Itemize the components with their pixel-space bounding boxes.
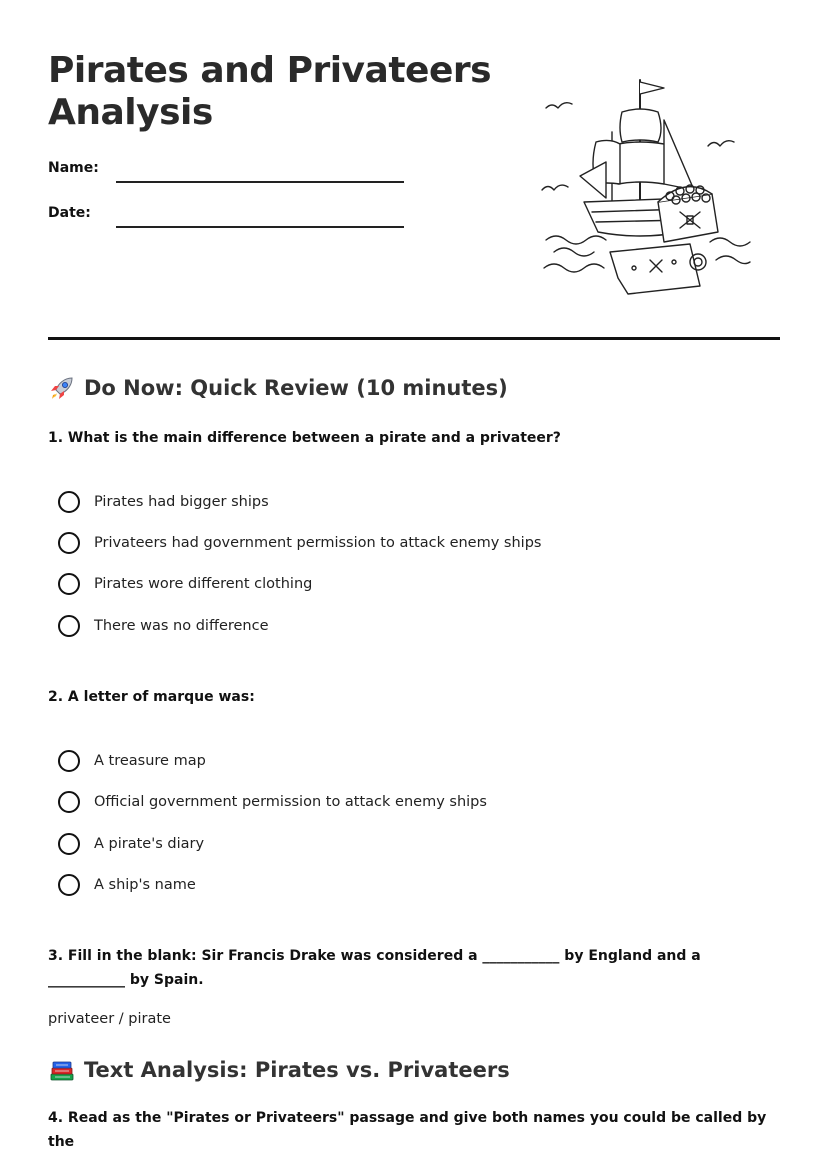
do-now-heading bbox=[48, 374, 508, 402]
do-now-heading-text: Do Now: Quick Review (10 minutes) bbox=[84, 376, 508, 400]
text-analysis-heading-text: Text Analysis: Pirates vs. Privateers bbox=[84, 1058, 510, 1082]
q1-option-4[interactable] bbox=[58, 615, 269, 637]
radio-button[interactable] bbox=[58, 791, 80, 813]
worksheet-page bbox=[48, 0, 780, 1150]
q2-option-2[interactable] bbox=[58, 791, 487, 813]
name-label: Name: bbox=[48, 160, 99, 176]
question-2: 2. A letter of marque was: bbox=[48, 689, 255, 705]
q1-option-3[interactable] bbox=[58, 573, 312, 595]
option-label: Pirates had bigger ships bbox=[94, 494, 269, 510]
radio-button[interactable] bbox=[58, 874, 80, 896]
radio-button[interactable] bbox=[58, 532, 80, 554]
option-label: There was no difference bbox=[94, 618, 269, 634]
question-1: 1. What is the main difference between a pirate and a privateer? bbox=[48, 430, 561, 446]
radio-button[interactable] bbox=[58, 750, 80, 772]
radio-button[interactable] bbox=[58, 491, 80, 513]
books-icon bbox=[48, 1056, 76, 1084]
question-3: 3. Fill in the blank: Sir Francis Drake was considered a ___________ by England and a ___________ by Spain. bbox=[48, 948, 701, 988]
date-field-line[interactable] bbox=[116, 226, 404, 228]
question-3-answer: privateer / pirate bbox=[48, 1011, 171, 1027]
radio-button[interactable] bbox=[58, 833, 80, 855]
pirate-ship-illustration bbox=[540, 72, 752, 294]
q2-option-4[interactable] bbox=[58, 874, 196, 896]
option-label: Official government permission to attack enemy ships bbox=[94, 794, 487, 810]
page-title: Pirates and Privateers Analysis bbox=[48, 50, 492, 133]
name-field-line[interactable] bbox=[116, 181, 404, 183]
option-label: A pirate's diary bbox=[94, 836, 205, 852]
q2-option-1[interactable] bbox=[58, 750, 206, 772]
option-label: Privateers had government permission to attack enemy ships bbox=[94, 535, 542, 551]
q2-option-3[interactable] bbox=[58, 833, 204, 855]
option-label: A treasure map bbox=[94, 753, 206, 769]
question-4: 4. Read as the "Pirates or Privateers" passage and give both names you could be called by the bbox=[48, 1110, 767, 1150]
option-label: A ship's name bbox=[94, 877, 196, 893]
text-analysis-heading bbox=[48, 1056, 510, 1084]
rocket-icon bbox=[48, 374, 76, 402]
q1-option-2[interactable] bbox=[58, 532, 541, 554]
radio-button[interactable] bbox=[58, 573, 80, 595]
date-label: Date: bbox=[48, 205, 91, 221]
radio-button[interactable] bbox=[58, 615, 80, 637]
option-label: Pirates wore different clothing bbox=[94, 576, 313, 592]
q1-option-1[interactable] bbox=[58, 491, 269, 513]
header-divider bbox=[48, 337, 780, 340]
